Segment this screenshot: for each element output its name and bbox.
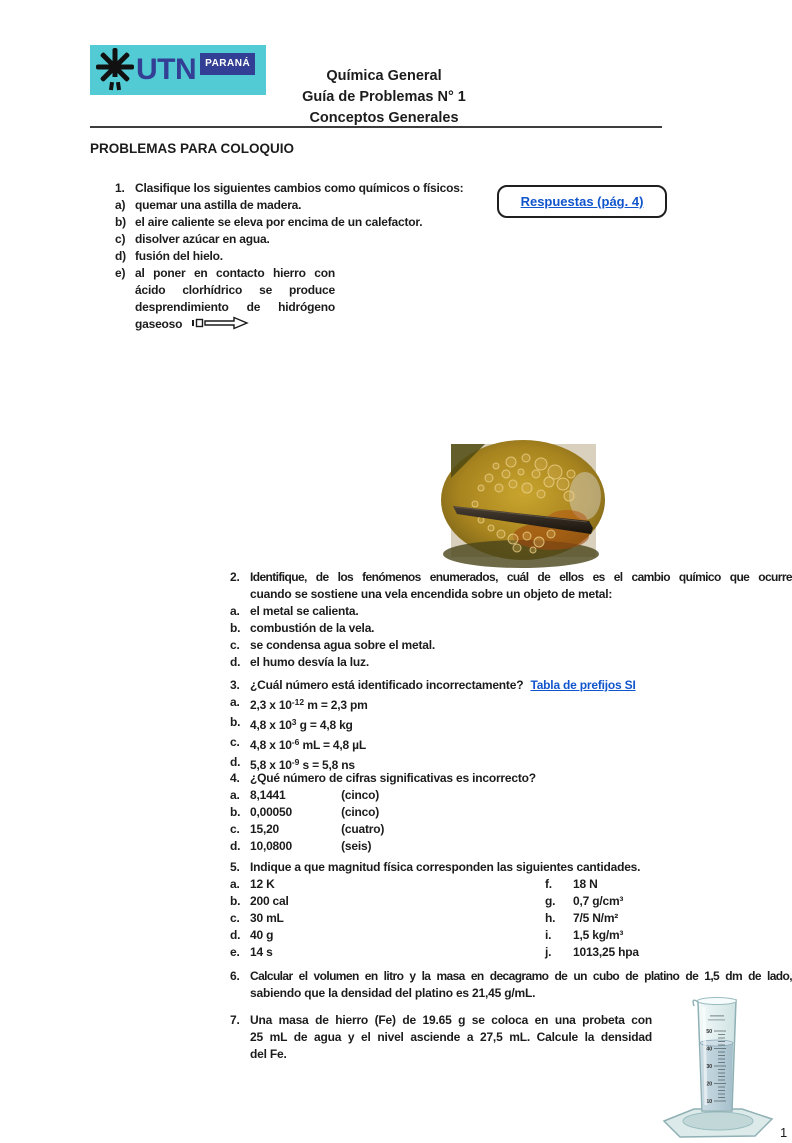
list-item <box>545 893 639 910</box>
problem-7-text: del Fe. <box>250 1047 287 1061</box>
item-label: d. <box>230 655 241 669</box>
item-count: (seis) <box>341 839 372 853</box>
item-label: b. <box>230 894 241 908</box>
item-text: el humo desvía la luz. <box>250 655 369 669</box>
item-text: 1013,25 hpa <box>573 945 639 959</box>
list-item <box>115 197 677 214</box>
problem-1-title: Clasifique los siguientes cambios como químicos o físicos: <box>135 181 464 195</box>
item-text: 2,3 x $10^{-12}$ m = 2,3 pm <box>250 697 368 712</box>
item-count: (cuatro) <box>341 822 385 836</box>
item-text: fusión del hielo. <box>135 249 223 263</box>
problem-4-title: ¿Qué número de cifras significativas es incorrecto? <box>250 771 536 785</box>
list-item <box>545 927 639 944</box>
item-label: b. <box>230 715 241 729</box>
item-label: e. <box>230 945 240 959</box>
cylinder-scale-label: 40 <box>706 1046 712 1053</box>
item-label: b. <box>230 621 241 635</box>
cylinder-scale-label: 20 <box>706 1081 712 1088</box>
item-value: 0,00050 <box>250 805 292 819</box>
list-item <box>115 214 677 231</box>
item-label: a) <box>115 198 126 212</box>
problem-6-text: Calcular el volumen en litro y la masa en decagramo de un cubo de platino de 1,5 dm de lado, <box>250 969 792 983</box>
item-label: c) <box>115 232 126 246</box>
item-text: 40 g <box>250 928 274 942</box>
item-label: a. <box>230 695 240 709</box>
list-item <box>230 637 792 654</box>
problem-4 <box>230 770 792 855</box>
item-label: b) <box>115 215 126 229</box>
list-item <box>230 804 792 821</box>
item-text: 18 N <box>573 877 598 891</box>
item-label: e) <box>115 266 126 280</box>
problem-5-title: Indique a que magnitud física corresponden las siguientes cantidades. <box>250 860 641 874</box>
problem-7-text: 25 mL de agua y el nivel asciende a 27,5 mL. Calcule la densidad <box>250 1030 652 1044</box>
list-item <box>230 654 792 671</box>
problem-3-number: 3. <box>230 678 240 692</box>
problem-6-number: 6. <box>230 969 240 983</box>
item-label: i. <box>545 928 552 942</box>
problem-5-number: 5. <box>230 860 240 874</box>
item-text: gaseoso <box>135 317 183 331</box>
item-text: 5,8 x $10^{-9}$ s = 5,8 ns <box>250 757 355 772</box>
item-label: c. <box>230 822 240 836</box>
list-item <box>230 734 792 754</box>
prefix-table-link[interactable]: Tabla de prefijos SI <box>530 678 636 692</box>
problem-5-right-column <box>545 876 639 961</box>
list-item <box>230 927 792 944</box>
problem-5 <box>230 859 792 961</box>
list-item <box>230 944 792 961</box>
item-text: disolver azúcar en agua. <box>135 232 270 246</box>
problem-7-text: Una masa de hierro (Fe) de 19.65 g se coloca en una probeta con <box>250 1013 652 1027</box>
item-label: c. <box>230 638 240 652</box>
list-item <box>230 876 792 893</box>
cylinder-scale-label: 50 <box>706 1029 712 1035</box>
item-text: 4,8 x $10^{-6}$ mL = 4,8 µL <box>250 737 366 752</box>
list-item <box>545 944 639 961</box>
title-line-3: Conceptos Generales <box>309 110 459 126</box>
item-text: 200 cal <box>250 894 289 908</box>
parana-badge: PARANÁ <box>200 53 255 75</box>
item-label: j. <box>545 945 552 959</box>
cylinder-scale-label: 30 <box>706 1064 712 1070</box>
item-text: 1,5 kg/m³ <box>573 928 624 942</box>
list-item <box>230 821 792 838</box>
item-label: g. <box>545 894 556 908</box>
item-text: el metal se calienta. <box>250 604 359 618</box>
item-text: el aire caliente se eleva por encima de un calefactor. <box>135 215 423 229</box>
item-text: al poner en contacto hierro con <box>135 266 335 280</box>
item-label: f. <box>545 877 552 891</box>
item-label: d. <box>230 839 241 853</box>
item-label: a. <box>230 788 240 802</box>
item-text: ácido clorhídrico se produce <box>135 283 335 297</box>
item-label: c. <box>230 911 240 925</box>
list-item <box>545 910 639 927</box>
list-item <box>230 603 792 620</box>
list-item <box>115 248 677 265</box>
list-item <box>230 910 792 927</box>
item-label: a. <box>230 877 240 891</box>
item-label: b. <box>230 805 241 819</box>
page-number: 1 <box>780 1125 788 1140</box>
header-divider <box>90 126 662 128</box>
item-label: d) <box>115 249 126 263</box>
list-item <box>230 893 792 910</box>
problem-3 <box>230 677 792 774</box>
item-count: (cinco) <box>341 805 380 819</box>
answers-link[interactable]: Respuestas (pág. 4) <box>520 194 644 209</box>
problem-1 <box>115 180 792 1140</box>
item-value: 10,0800 <box>250 839 292 853</box>
item-text: 30 mL <box>250 911 284 925</box>
problem-1-number: 1. <box>115 181 125 195</box>
item-text: quemar una astilla de madera. <box>135 198 302 212</box>
problem-7-number: 7. <box>230 1013 240 1027</box>
title-line-2: Guía de Problemas N° 1 <box>302 89 466 105</box>
right-arrow-icon <box>192 316 248 335</box>
item-value: 8,1441 <box>250 788 286 802</box>
item-label: h. <box>545 911 556 925</box>
item-text: 12 K <box>250 877 275 891</box>
cylinder-scale-label: 10 <box>706 1099 712 1105</box>
list-item-e <box>115 265 677 335</box>
problem-2 <box>230 569 792 671</box>
problem-3-title: ¿Cuál número está identificado incorrectamente? <box>250 678 524 692</box>
item-text: 4,8 x $10^3$ g = 4,8 kg <box>250 717 353 732</box>
list-item <box>230 694 792 714</box>
problem-2-title: Identifique, de los fenómenos enumerados, cuál de ellos es el cambio químico que ocurre <box>250 570 792 584</box>
title-line-1: Química General <box>326 68 442 84</box>
list-item <box>230 787 792 804</box>
problem-6-text: sabiendo que la densidad del platino es 21,45 g/mL. <box>250 986 536 1000</box>
graduated-cylinder-image <box>658 993 778 1138</box>
section-heading: PROBLEMAS PARA COLOQUIO <box>90 141 295 156</box>
item-label: d. <box>230 928 241 942</box>
problem-2-title: cuando se sostiene una vela encendida sobre un objeto de metal: <box>250 587 613 601</box>
item-text: combustión de la vela. <box>250 621 375 635</box>
iron-nail-in-acid-image <box>451 444 596 557</box>
document-title-block <box>0 66 768 129</box>
item-count: (cinco) <box>341 788 380 802</box>
problem-2-number: 2. <box>230 570 240 584</box>
list-item <box>545 876 639 893</box>
problem-4-number: 4. <box>230 771 240 785</box>
list-item <box>230 620 792 637</box>
item-text: 7/5 N/m² <box>573 911 619 925</box>
item-text: desprendimiento de hidrógeno <box>135 300 335 314</box>
list-item <box>230 714 792 734</box>
item-text: 14 s <box>250 945 273 959</box>
utn-logo-text: UTN <box>136 53 197 86</box>
item-text: 0,7 g/cm³ <box>573 894 624 908</box>
list-item <box>230 838 792 855</box>
item-label: d. <box>230 755 241 769</box>
item-value: 15,20 <box>250 822 280 836</box>
item-label: a. <box>230 604 240 618</box>
item-label: c. <box>230 735 240 749</box>
list-item <box>115 231 677 248</box>
item-text: se condensa agua sobre el metal. <box>250 638 436 652</box>
